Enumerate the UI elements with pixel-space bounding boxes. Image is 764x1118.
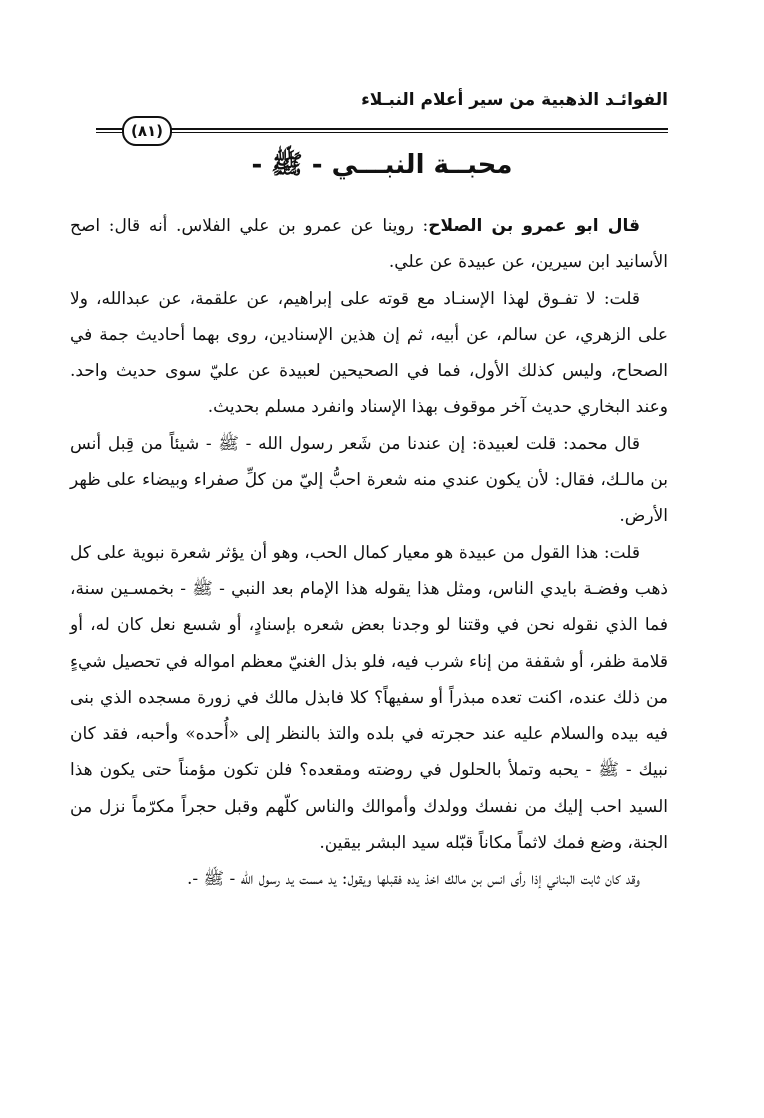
paragraph-5 — [70, 861, 668, 897]
paragraph-text: وقد كان ثابت البناني إذا رأى انس بن مالك اخذ يده فقبلها ويقول: يد مست يد رسول الله - ﷺ -. — [186, 869, 640, 890]
chapter-title: محبــة النبـــي - ﷺ - — [251, 150, 513, 180]
paragraph-2 — [70, 281, 668, 426]
paragraph-1 — [70, 208, 668, 281]
paragraph-text: قلت: لا تفـوق لهذا الإسنـاد مع قوته على إبراهيم، عن علقمة، عن عبدالله، ولا على الزهري، عن سالم، عن أبيه، ثم إن هذين الإسنادين، روى بهما أحاديث جمة في الصحاح، وليس كذلك الأول، فما في الصحيحين لعبيدة عن عليّ سوى حديث واحد. وعند البخاري حديث آخر موقوف بهذا الإسناد وانفرد مسلم بحديث. — [70, 288, 668, 418]
paragraph-text: قلت: هذا القول من عبيدة هو معيار كمال الحب، وهو أن يؤثر شعرة نبوية على كل ذهب وفضـة بايدي الناس، ومثل هذا يقوله هذا الإمام بعد النبي - ﷺ - بخمسـين سنة، فما الذي نقوله نحن في وقتنا لو وجدنا بعض شعره بإسنادٍ، أو شسع نعل كان له، أو قلامة ظفر، أو شقفة من إناء شرب فيه، فلو بذل الغنيّ معظم امواله في تحصيل شيءٍ من ذلك عنده، اكنت تعده مبذراً أو سفيهاً؟ كلا فابذل مالك في زورة مسجده الذي بنى فيه بيده والسلام عليه عند حجرته في بلده والتذ بالنظر إلى «أُحده» وأحبه، فقد كان نبيك - ﷺ - يحبه وتملأ بالحلول في روضته ومقعده؟ فلن تكون مؤمناً حتى يكون هذا السيد احب إليك من نفسك وولدك وأموالك والناس كلّهم وقبل حجراً مكرّماً نزل من الجنة، وضع فمك لاثماً مكاناً قبّله سيد البشر بيقين. — [70, 542, 668, 854]
paragraph-3 — [70, 426, 668, 535]
paragraph-text: : روينا عن عمرو بن علي الفلاس. أنه قال: اصح الأسانيد ابن سيرين، عن عبيدة عن علي. — [70, 216, 668, 273]
paragraph-text: قال محمد: قلت لعبيدة: إن عندنا من شَعر رسول الله - ﷺ - شيئاً من قِبل أنس بن مالـك، فقال: لأن يكون عندي منه شعرة احبُّ إليّ من كلِّ صفراء وبيضاء على ظهر الأرض. — [70, 433, 668, 527]
header-rule — [96, 128, 668, 130]
paragraph-4 — [70, 535, 668, 862]
body-text — [70, 208, 668, 898]
page-number: (٨١) — [122, 116, 172, 146]
paragraph-speaker: قال ابو عمرو بن الصلاح — [428, 216, 641, 236]
header-rule-thin — [96, 132, 668, 133]
running-head: الفوائـد الذهبية من سير أعلام النبـلاء — [361, 90, 668, 110]
